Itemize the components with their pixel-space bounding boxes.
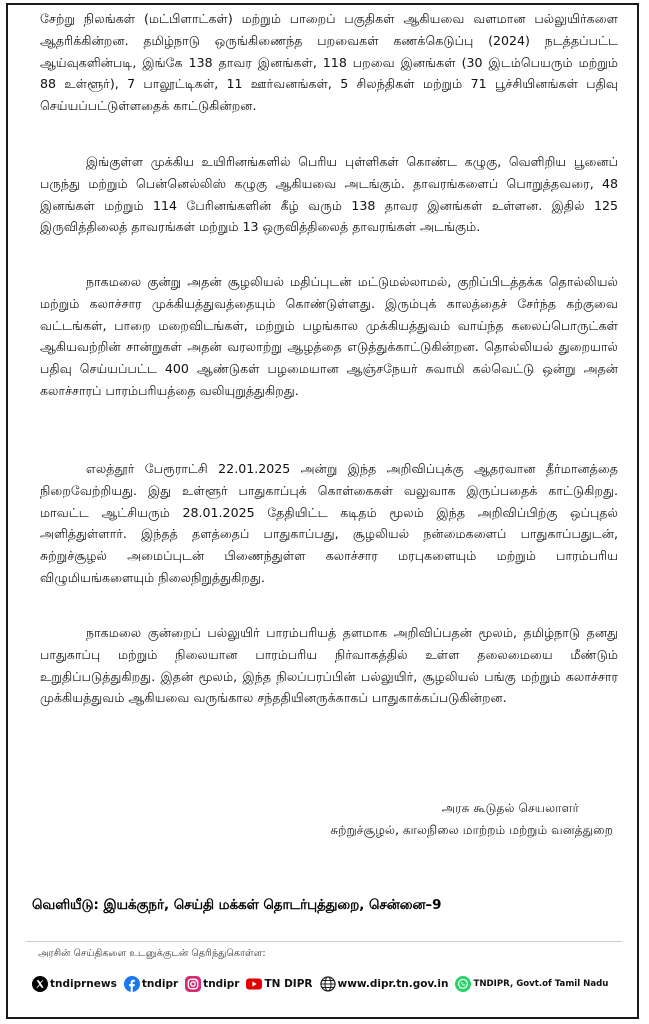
social-instagram[interactable]: [185, 976, 239, 992]
paragraph-key-species: இங்குள்ள முக்கிய உயிரினங்களில் பெரிய புள்ளிகள் கொண்ட கழுகு, வெளிறிய பூனைப் பருந்து மற்றும் பென்னெல்லிஸ் கழுகு ஆகியவை அடங்கும். தாவரங்களைப் பொறுத்தவரை, 48 இனங்கள் மற்றும் 114 பேரினங்களின் கீழ் வரும் 138 தாவர இனங்கள் உள்ளன. இதில் 125 இருவித்திலைத் தாவரங்கள் மற்றும் 13 ஒருவித்திலைத் தாவரங்கள் அடங்கும்.: [40, 154, 618, 235]
social-youtube-label: TN DIPR: [264, 978, 313, 990]
press-release-page: [6, 3, 639, 1019]
paragraph-archaeology: நாகமலை குன்று அதன் சூழலியல் மதிப்புடன் மட்டுமல்லாமல், குறிப்பிடத்தக்க தொல்லியல் மற்றும் கலாச்சார முக்கியத்துவத்தையும் கொண்டுள்ளது. இரும்புக் காலத்தைச் சேர்ந்த கற்குவை வட்டங்கள், பாறை மறைவிடங்கள், மற்றும் பழங்கால முக்கியத்துவம் வாய்ந்த கலைப்பொருட்கள் ஆகியவற்றின் சான்றுகள் அதன் வரலாற்று ஆழத்தை எடுத்துக்காட்டுகின்றன. தொல்லியல் துறையால் பதிவு செய்யப்பட்ட 400 ஆண்டுகள் பழமையான ஆஞ்சநேயர் சுவாமி கல்வெட்டு ஒன்று அதன் கலாச்சாரப் பாரம்பரியத்தை வலியுறுத்துகிறது.: [40, 274, 618, 398]
social-x[interactable]: [32, 976, 117, 992]
social-website-label: www.dipr.tn.gov.in: [337, 978, 449, 990]
whatsapp-icon: [455, 976, 471, 992]
social-x-label: tndiprnews: [50, 978, 117, 990]
x-icon: [32, 976, 48, 992]
social-youtube[interactable]: [246, 976, 312, 992]
social-facebook[interactable]: [124, 976, 178, 992]
social-links: [32, 976, 624, 992]
social-website[interactable]: [320, 976, 449, 992]
paragraph-local-approval: எலத்தூர் பேரூராட்சி 22.01.2025 அன்று இந்த அறிவிப்புக்கு ஆதரவான தீர்மானத்தை நிறைவேற்றியது. இது உள்ளூர் பாதுகாப்புக் கொள்கைகள் வலுவாக இருப்பதைக் காட்டுகிறது. மாவட்ட ஆட்சியரும் 28.01.2025 தேதியிட்ட கடிதம் மூலம் இந்த அறிவிப்பிற்கு ஒப்புதல் அளித்துள்ளார். இந்தத் தளத்தைப் பாதுகாப்பது, சூழலியல் நன்மைகளைப் பாதுகாப்பதுடன், சுற்றுச்சூழல் அமைப்புடன் பிணைந்துள்ள கலாச்சார மரபுகளையும் மற்றும் பாரம்பரிய விழுமியங்களையும் நிலைநிறுத்துகிறது.: [40, 461, 618, 585]
social-facebook-label: tndipr: [141, 978, 179, 990]
web-icon: [320, 976, 336, 992]
footer-social-bar: [26, 941, 622, 1004]
paragraph-biodiversity-survey: சேற்று நிலங்கள் (மட்பிளாட்கள்) மற்றும் பாறைப் பகுதிகள் ஆகியவை வளமான பல்லுயிர்களை ஆதரிக்கின்றன. தமிழ்நாடு ஒருங்கிணைந்த பறவைகள் கணக்கெடுப்பு (2024) நடத்தப்பட்ட ஆய்வுகளின்படி, இங்கே 138 தாவர இனங்கள், 118 பறவை இனங்கள் (30 இடம்பெயரும் மற்றும் 88 உள்ளூர்), 7 பாலூட்டிகள், 11 ஊர்வனங்கள், 5 சிலந்திகள் மற்றும் 71 பூச்சியினங்கள் பதிவு செய்யப்பட்டுள்ளதைக் காட்டுகின்றன.: [40, 11, 618, 114]
instagram-icon: [185, 976, 201, 992]
facebook-icon: [124, 976, 140, 992]
signatory-department: சுற்றுச்சூழல், காலநிலை மாற்றம் மற்றும் வனத்துறை: [330, 823, 613, 837]
signatory-title: அரசு கூடுதல் செயலாளர்: [441, 801, 579, 815]
release-line: வெளியீடு: இயக்குநர், செய்தி மக்கள் தொடர்புத்துறை, சென்னை–9: [32, 898, 442, 913]
youtube-icon: [246, 976, 262, 992]
social-whatsapp-label: TNDIPR, Govt.of Tamil Nadu: [473, 979, 609, 989]
footer-note: அரசின் செய்திகளை உடனுக்குடன் தெரிந்துகொள்ள:: [38, 948, 266, 959]
social-instagram-label: tndipr: [203, 978, 240, 990]
social-whatsapp[interactable]: [455, 976, 608, 992]
paragraph-conclusion: நாகமலை குன்றைப் பல்லுயிர் பாரம்பரியத் தளமாக அறிவிப்பதன் மூலம், தமிழ்நாடு தனது பாதுகாப்பு மற்றும் நிலையான பாரம்பரிய நிர்வாகத்தில் உள்ள தலைமையை மீண்டும் உறுதிப்படுத்துகிறது. இதன் மூலம், இந்த நிலப்பரப்பின் பல்லுயிர், சூழலியல் பங்கு மற்றும் கலாச்சார முக்கியத்துவம் ஆகியவை வருங்கால சந்ததியினருக்காகப் பாதுகாக்கப்படுகின்றன.: [40, 625, 618, 706]
